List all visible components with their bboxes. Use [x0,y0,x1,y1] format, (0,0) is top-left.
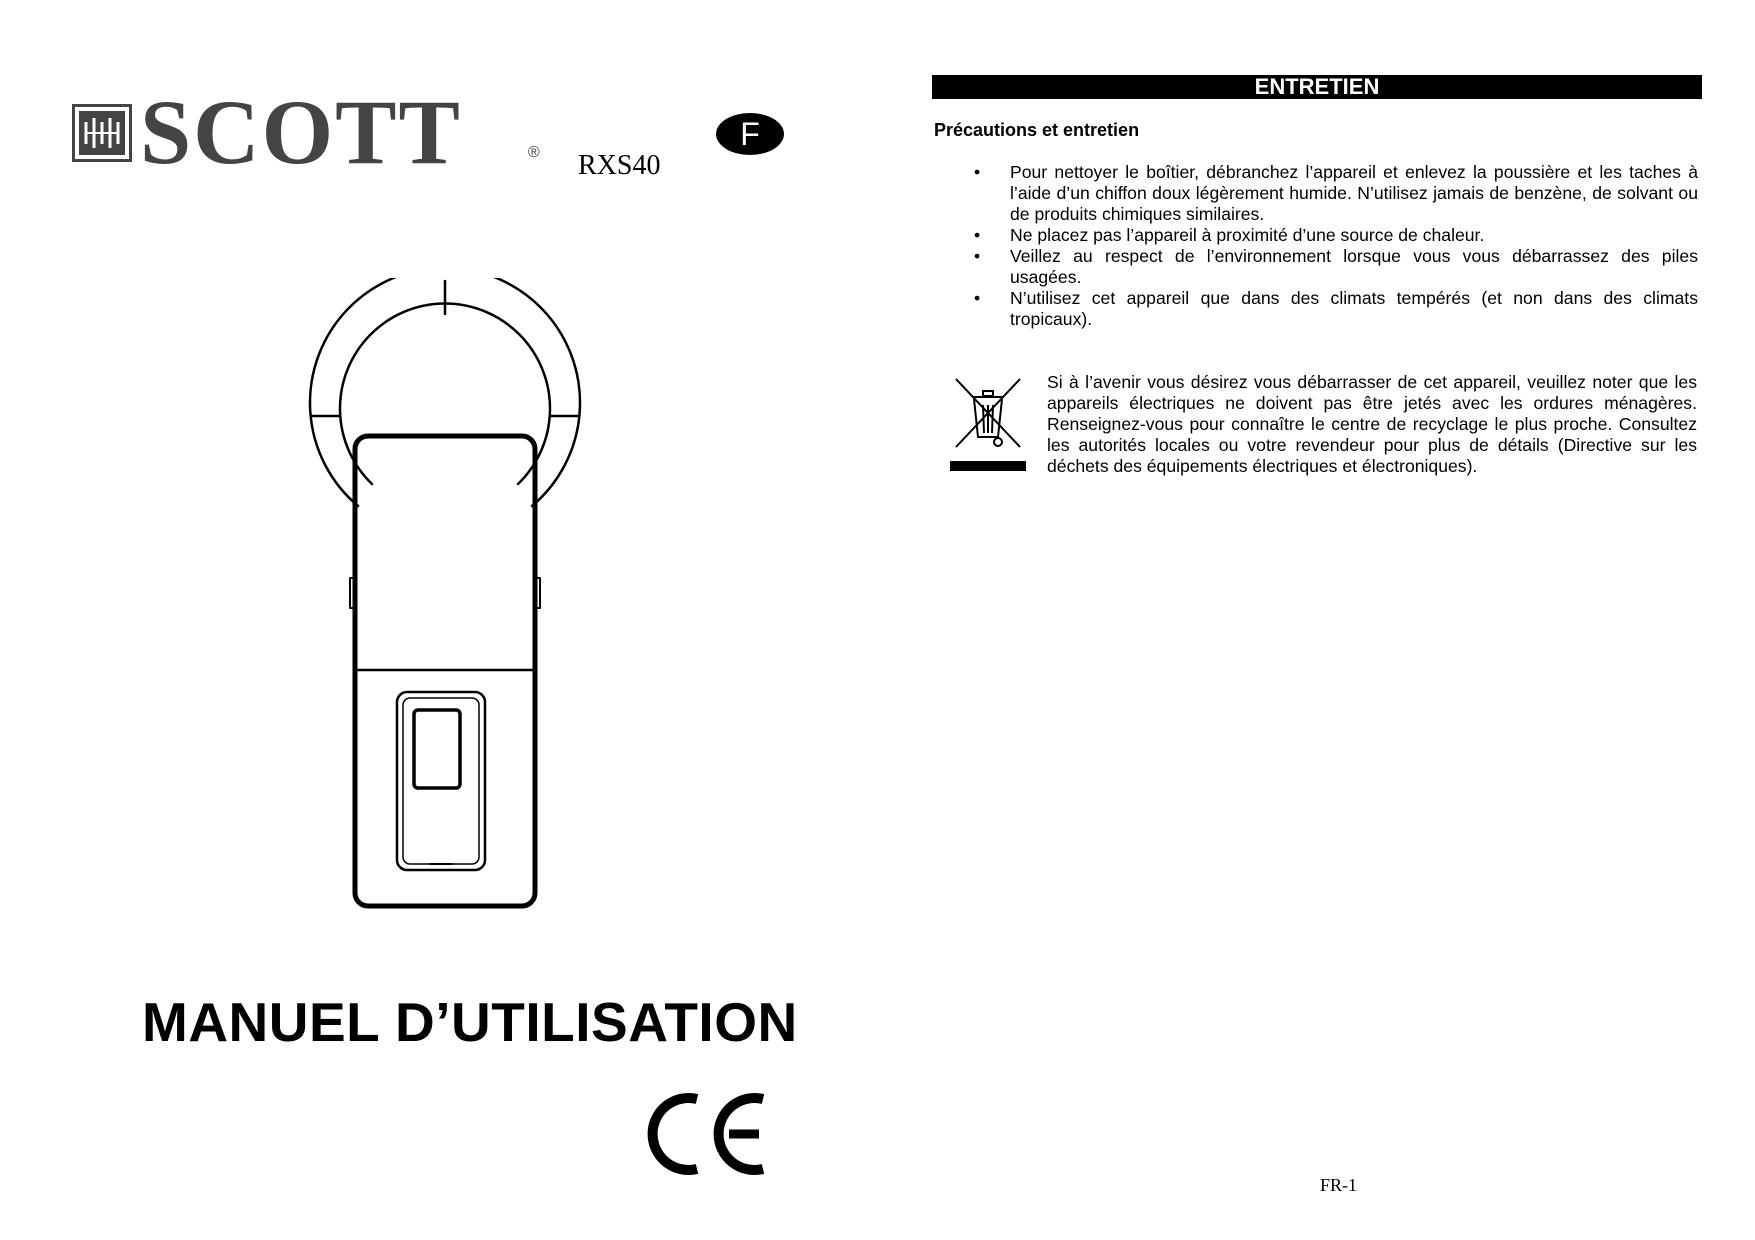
list-item-text: Ne placez pas l’appareil à proximité d’une source de chaleur. [1010,225,1485,245]
list-item [932,288,1698,330]
list-item [932,162,1698,225]
subheading: Précautions et entretien [934,120,1140,140]
manual-title: MANUEL D’UTILISATION [142,991,798,1053]
language-badge: F [716,113,784,155]
page-number: FR-1 [1320,1175,1358,1195]
list-item [932,225,1698,246]
radio-device-illustration [300,278,590,918]
section-title: ENTRETIEN [1254,74,1380,99]
section-header-bar [932,75,1702,99]
list-item-text: Veillez au respect de l’environnement lorsque vous vous débarrassez des piles usagées. [1010,246,1698,287]
model-number: RXS40 [578,150,661,181]
bullet-icon: • [974,225,981,245]
bullet-icon: • [974,288,981,308]
list-item-text: N’utilisez cet appareil que dans des climats tempérés (et non dans des climats tropicaux). [1010,288,1698,329]
list-item [932,246,1698,288]
list-item-text: Pour nettoyer le boîtier, débranchez l’appareil et enlevez la poussière et les taches à l’aide d’un chiffon doux légèrement humide. N’utilisez jamais de benzène, de solvant ou de produits chimiques similaires. [1010,162,1698,224]
brand-logo [72,81,552,183]
registered-mark: ® [528,144,540,161]
bullet-icon: • [974,246,981,266]
ce-mark-icon [645,1090,770,1178]
precautions-list [932,162,1698,330]
brand-name: SCOTT [140,81,462,183]
weee-disposal-notice: Si à l’avenir vous désirez vous débarrasser de cet appareil, veuillez noter que les appareils électriques ne doivent pas être jetés avec les ordures ménagères. Renseignez-vous pour connaître le centre de recyclage le plus proche. Consultez les autorités locales ou votre revendeur pour plus de détails (Directive sur les déchets des équipements électriques et électroniques). [1047,372,1697,476]
crossed-out-bin-icon [950,375,1026,475]
bullet-icon: • [974,162,981,182]
scott-logo-icon [72,104,132,162]
